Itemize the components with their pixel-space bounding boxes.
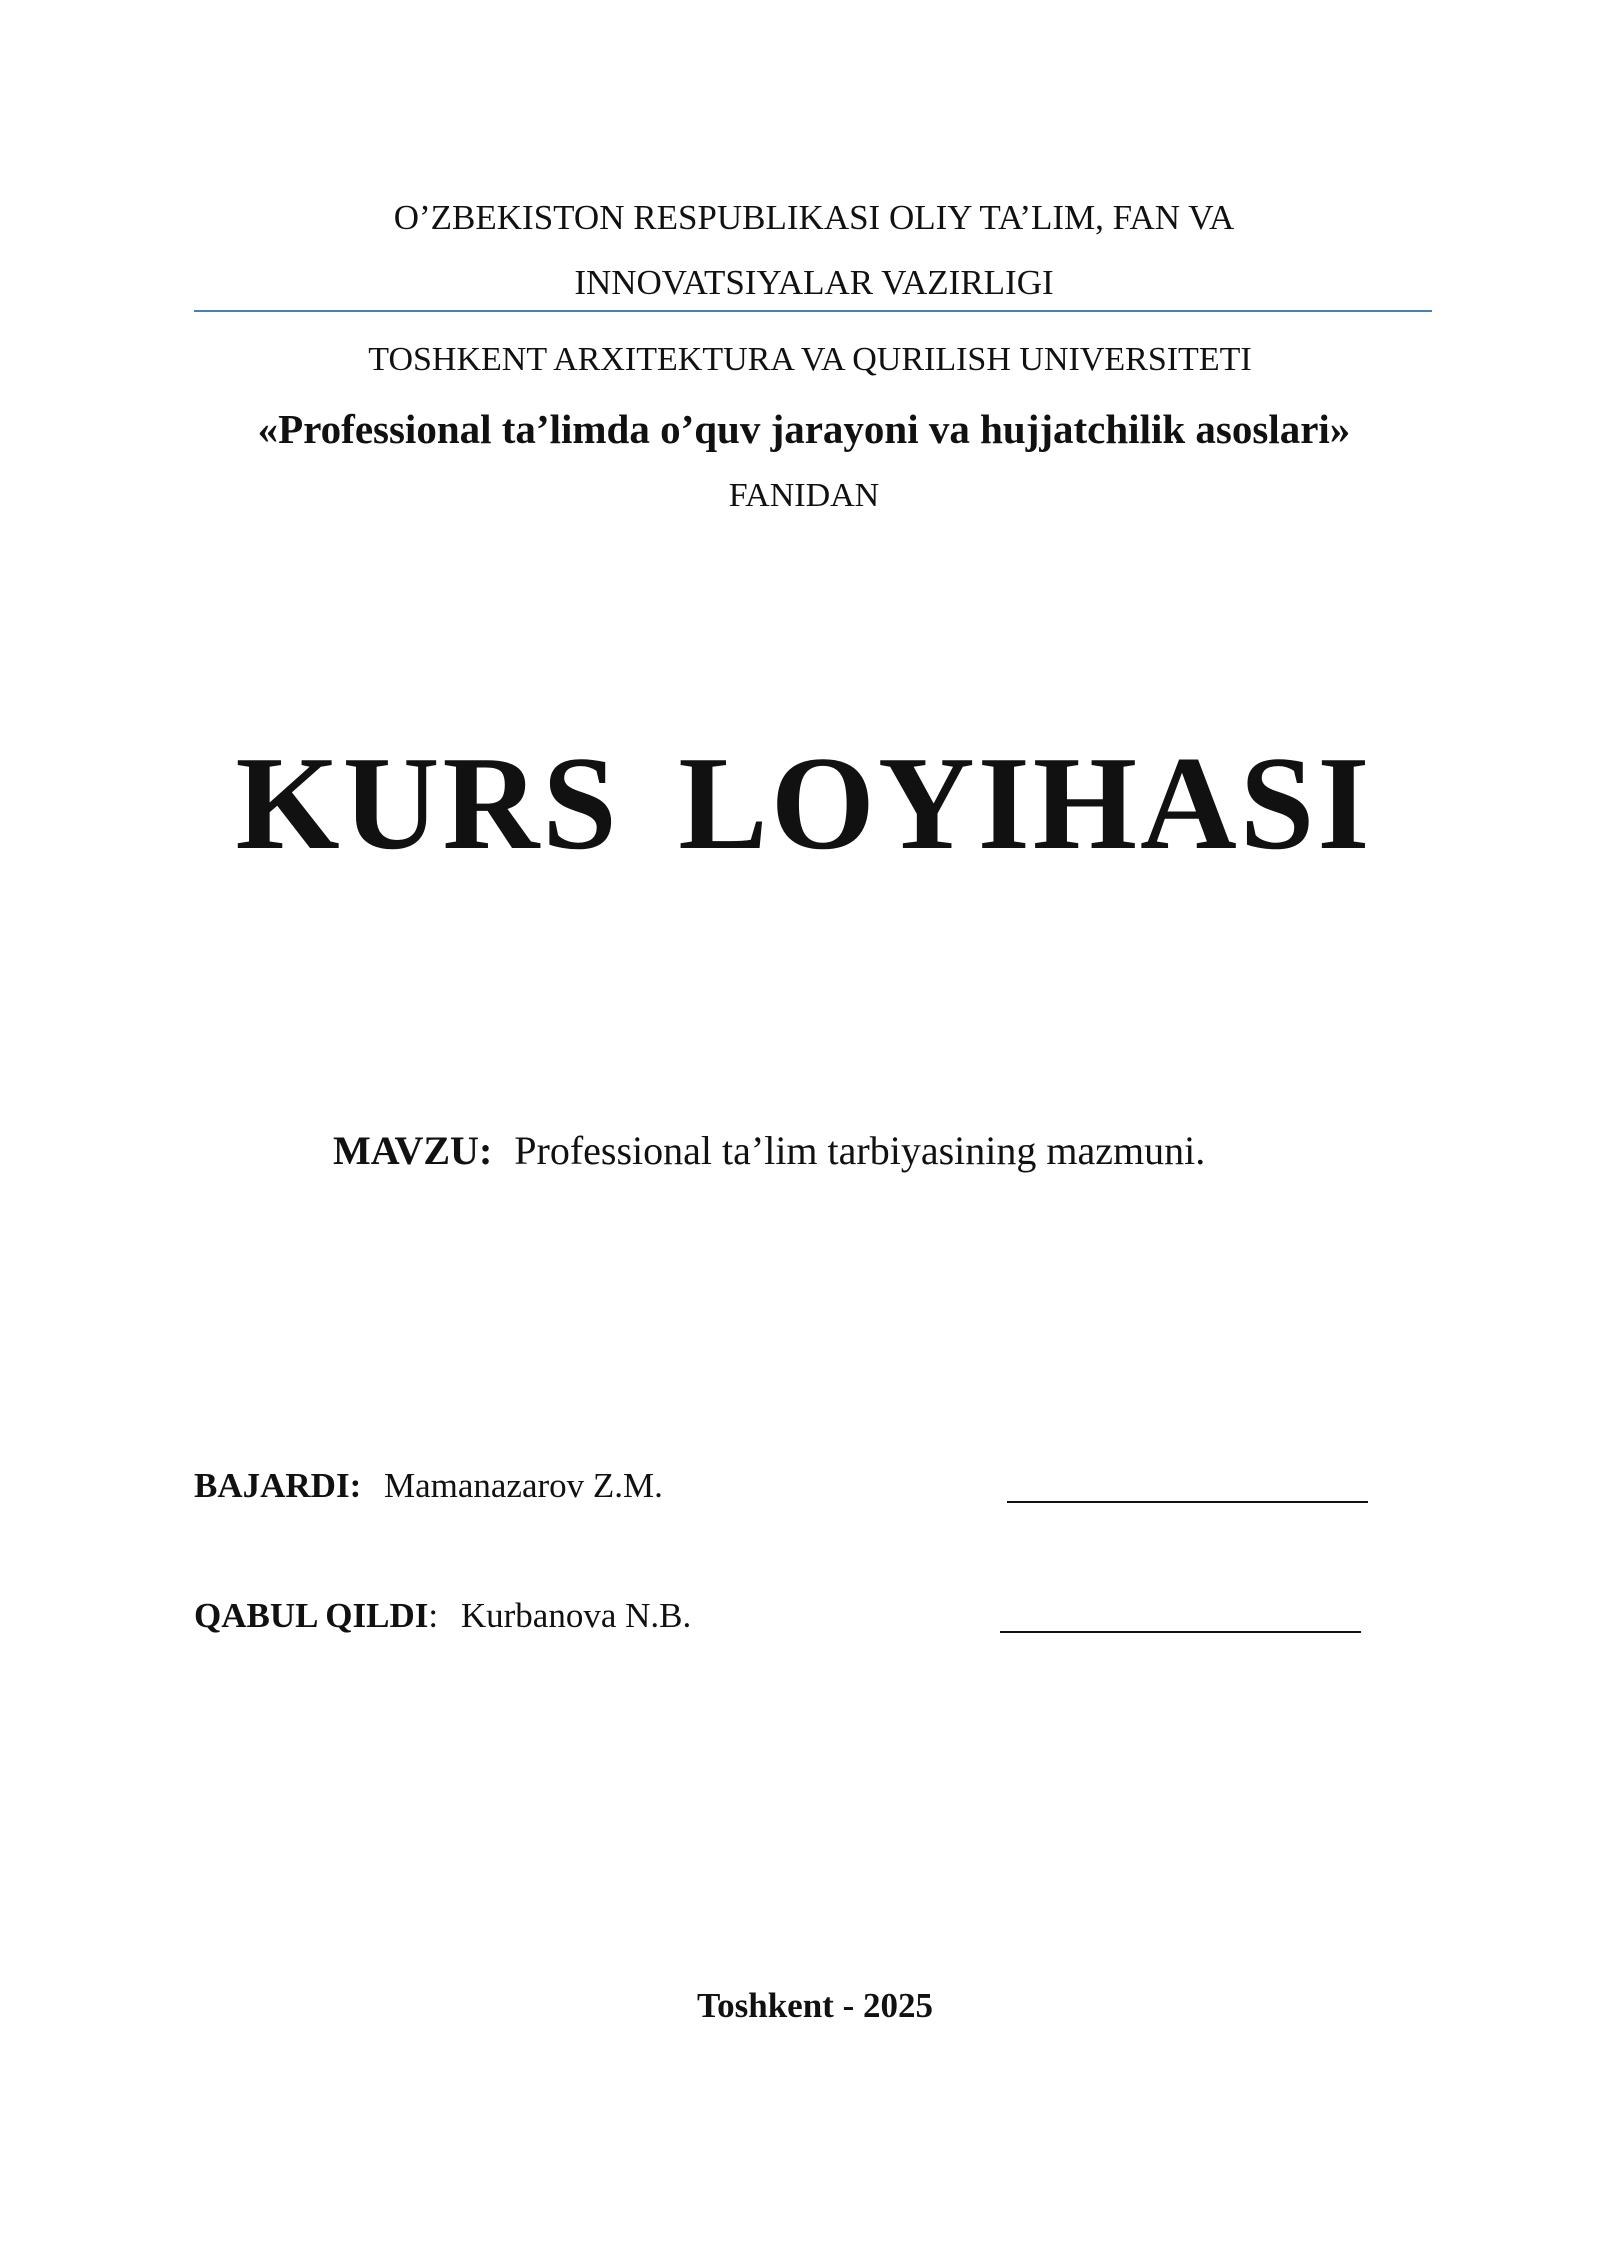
performed-by-name: Mamanazarov Z.M. bbox=[383, 1466, 663, 1505]
topic-value: Professional ta’lim tarbiyasining mazmuni. bbox=[514, 1128, 1206, 1173]
fanidan-label: FANIDAN bbox=[728, 477, 880, 514]
accepted-by-name: Kurbanova N.B. bbox=[460, 1596, 692, 1635]
university-name: TOSHKENT ARXITEKTURA VA QURILISH UNIVERSITETI bbox=[368, 341, 1252, 378]
ministry-line-2: INNOVATSIYALAR VAZIRLIGI bbox=[574, 263, 1054, 302]
accepted-by-label: QABUL QILDI bbox=[194, 1596, 429, 1635]
accepted-by-row bbox=[194, 1594, 691, 1638]
header-divider bbox=[194, 310, 1432, 312]
main-title: KURS LOYIHASI bbox=[235, 729, 1373, 877]
accepted-by-colon: : bbox=[428, 1596, 439, 1635]
performed-by-signature-line bbox=[1007, 1501, 1368, 1503]
ministry-line-1: O’ZBEKISTON RESPUBLIKASI OLIY TA’LIM, FAN VA bbox=[393, 198, 1235, 237]
topic-label: MAVZU: bbox=[333, 1128, 493, 1173]
performed-by-row bbox=[194, 1464, 663, 1508]
performed-by-label: BAJARDI: bbox=[194, 1466, 362, 1505]
topic-line bbox=[333, 1126, 1205, 1176]
subject-title: «Professional ta’limda o’quv jarayoni va hujjatchilik asoslari» bbox=[257, 406, 1351, 452]
city-year: Toshkent - 2025 bbox=[697, 1986, 933, 2025]
accepted-by-signature-line bbox=[1000, 1631, 1361, 1633]
